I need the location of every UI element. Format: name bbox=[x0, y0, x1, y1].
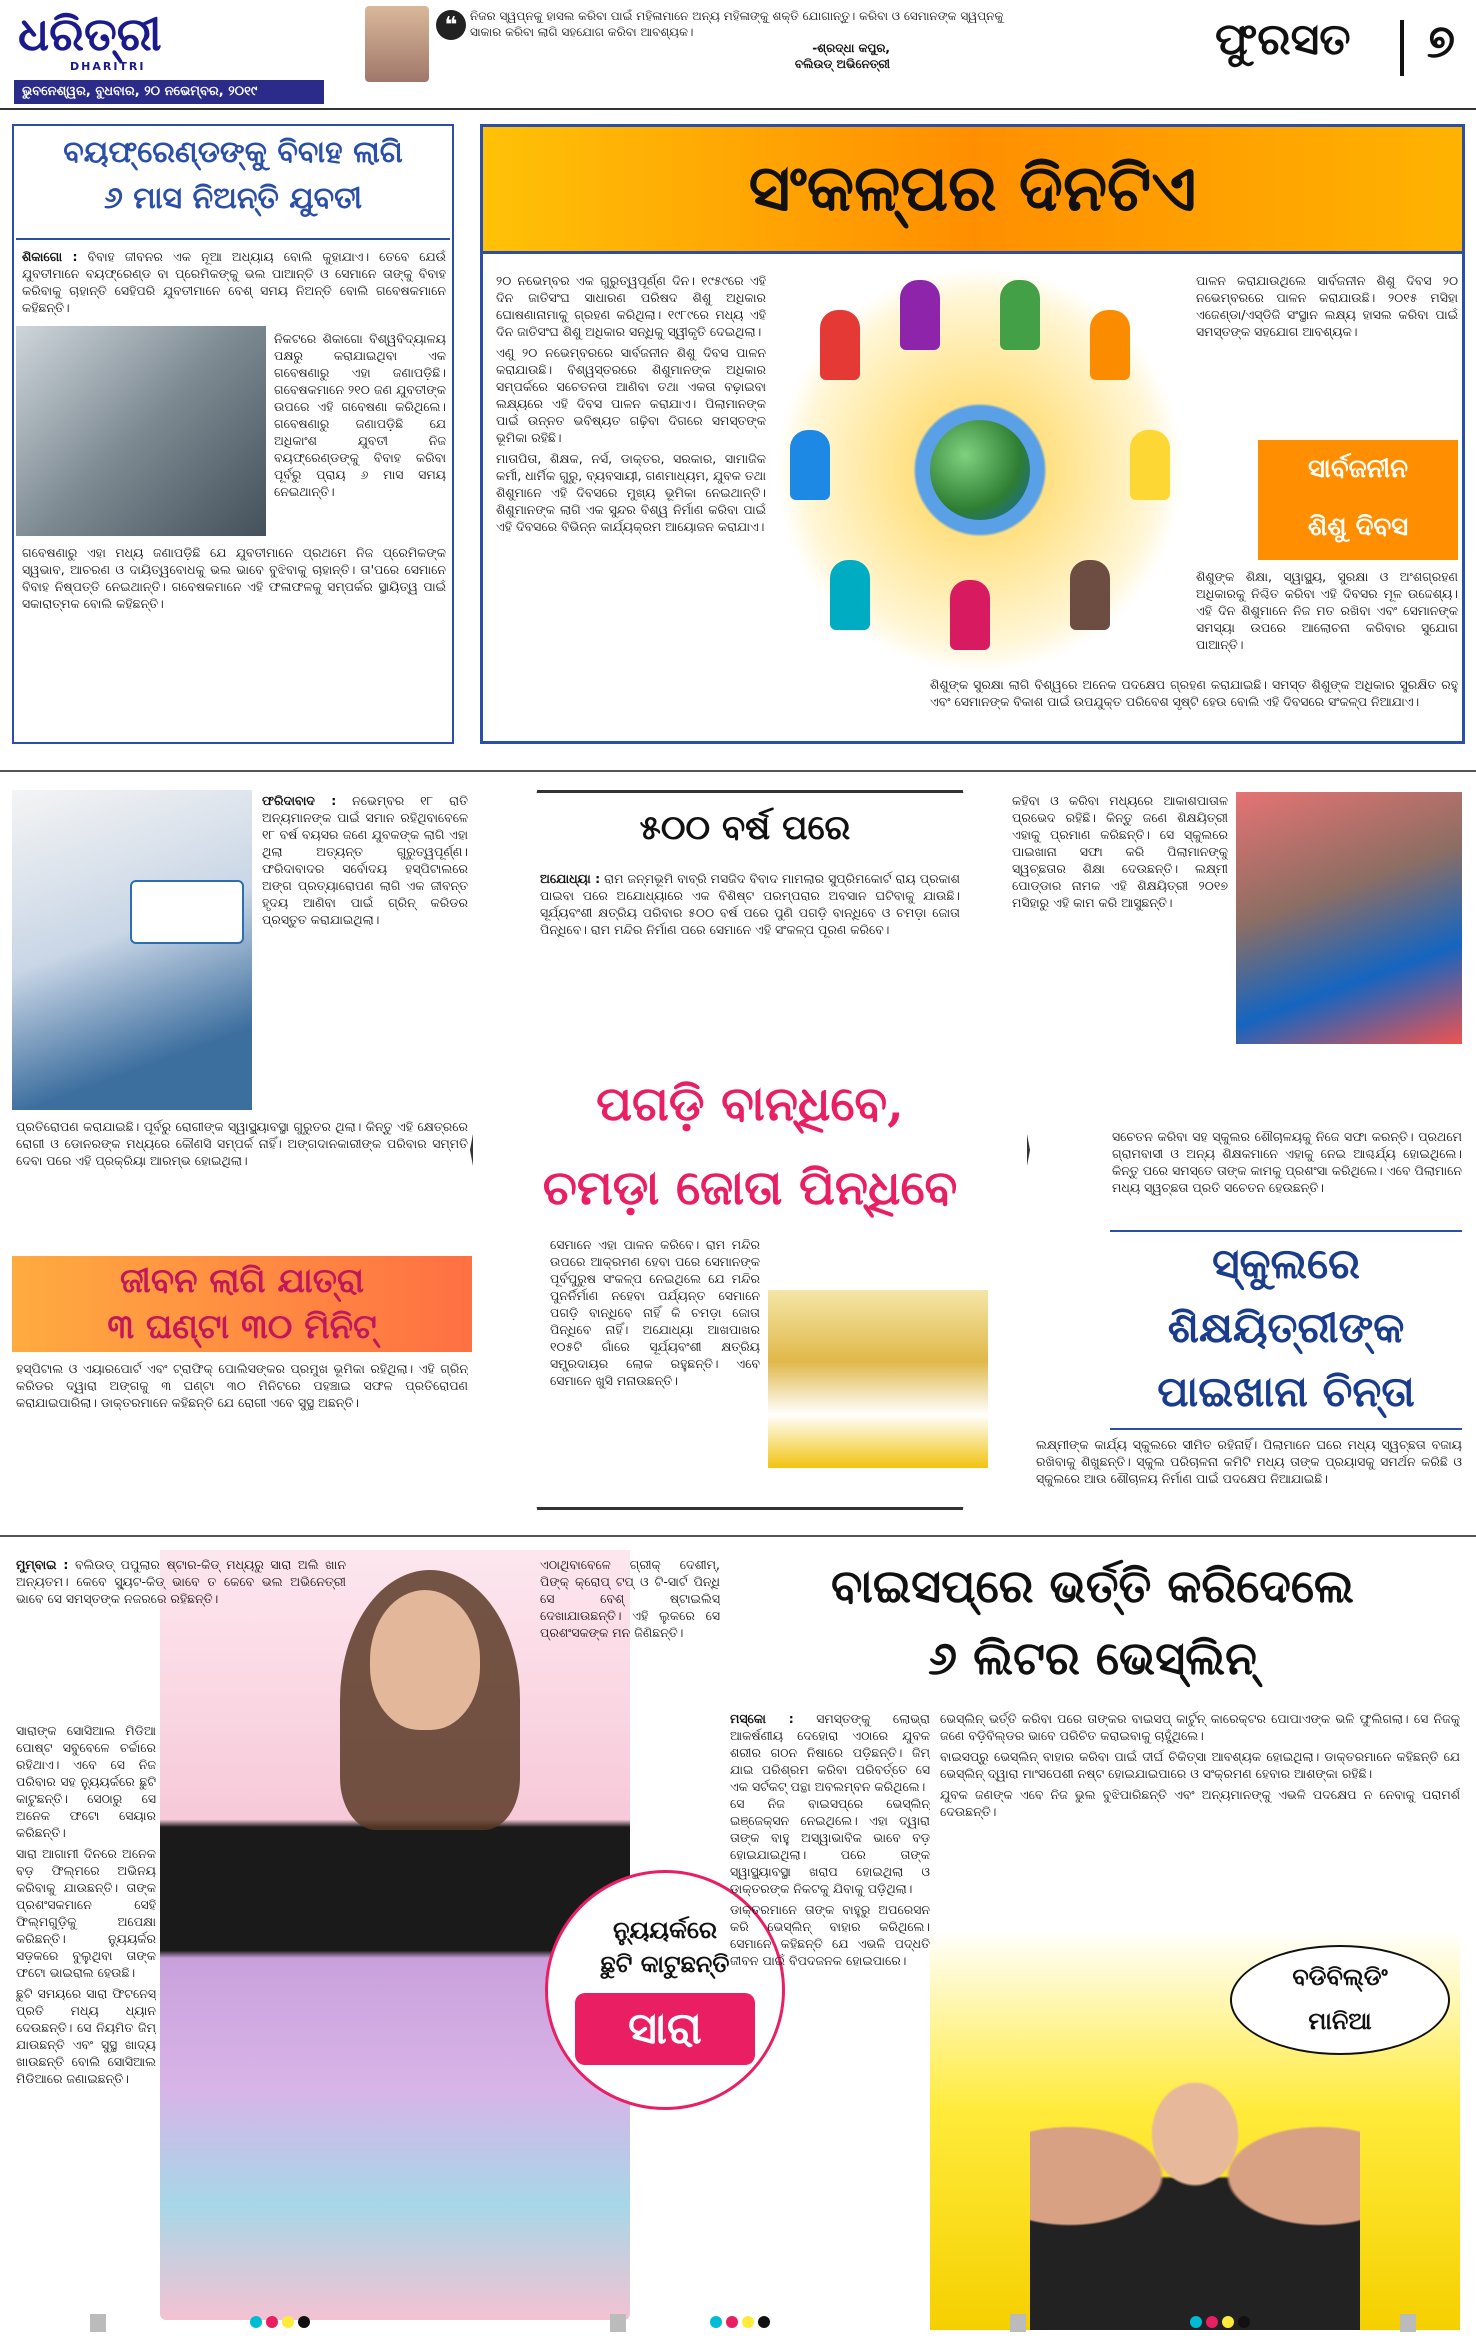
story-6-badge-line-1: ନ୍ୟୁୟର୍କରେ bbox=[612, 1915, 718, 1944]
story-5-para-2: ସଚେତନ କରିବା ସହ ସ୍କୁଲର ଶୌଚାଳୟକୁ ନିଜେ ସଫା କରନ୍ତି। ପ୍ରଥମେ ଗ୍ରାମବାସୀ ଓ ଅନ୍ୟ ଶିକ୍ଷକମାନେ ଏହାକୁ ନେଇ ଆଶ୍ଚର୍ଯ୍ୟ ହୋଇଥିଲେ। କିନ୍ତୁ ପରେ ସମସ୍ତେ ତାଙ୍କ କାମକୁ ପ୍ରଶଂସା କରିଥିଲେ। ଏବେ ପିଲାମାନେ ମଧ୍ୟ ସ୍ୱଚ୍ଛତା ପ୍ରତି ସଚେତନ ହେଉଛନ୍ତି। bbox=[1112, 1129, 1462, 1195]
quote-author: -ଶ୍ରଦ୍ଧା କପୁର, bbox=[812, 41, 890, 55]
story-5-para-1: କହିବା ଓ କରିବା ମଧ୍ୟରେ ଆକାଶପାତାଳ ପ୍ରଭେଦ ରହିଛି। କିନ୍ତୁ ଜଣେ ଶିକ୍ଷୟିତ୍ରୀ ଏହାକୁ ପ୍ରମାଣ କରିଛନ୍ତି। ସେ ସ୍କୁଲରେ ପାଇଖାନା ସଫା କରି ପିଲାମାନଙ୍କୁ ସ୍ୱଚ୍ଛତାର ଶିକ୍ଷା ଦେଉଛନ୍ତି। ଲକ୍ଷ୍ମୀ ପୋଡ୍ଡାର ନାମକ ଏହି ଶିକ୍ଷୟିତ୍ରୀ ୨୦୧୭ ମସିହାରୁ ଏହି କାମ କରି ଆସୁଛନ୍ତି। bbox=[1012, 793, 1228, 910]
quote-body: ନିଜର ସ୍ୱପ୍ନକୁ ହାସଲ କରିବା ପାଇଁ ମହିଳାମାନେ ଅନ୍ୟ ମହିଳାଙ୍କୁ ଶକ୍ତି ଯୋଗାନ୍ତୁ। କରିବା ଓ ସେମାନଙ୍କ ସ୍ୱପ୍ନକୁ ସାକାର କରିବା ଲାଗି ସହଯୋଗ କରିବା ଆବଶ୍ୟକ। bbox=[470, 9, 1004, 39]
story-5-photo bbox=[1236, 792, 1462, 1044]
story-6-para-2: ସାରାଙ୍କ ସୋସିଆଲ ମିଡିଆ ପୋଷ୍ଟ ସବୁବେଳେ ଚର୍ଚ୍ଚାରେ ରହିଥାଏ। ଏବେ ସେ ନିଜ ପରିବାର ସହ ନ୍ୟୁୟର୍କରେ ଛୁଟି କାଟୁଛନ୍ତି। ସେଠାରୁ ସେ ଅନେକ ଫଟୋ ସେୟାର କରିଛନ୍ତି। bbox=[16, 1723, 156, 1840]
story-4-headline-line-1: ପଗଡ଼ି ବାନ୍ଧିବେ, bbox=[596, 1076, 904, 1132]
story-2-col-1-para-3: ମାତାପିତା, ଶିକ୍ଷକ, ନର୍ସ, ଡାକ୍ତର, ସରକାର, ସାମାଜିକ କର୍ମୀ, ଧାର୍ମିକ ଗୁରୁ, ବ୍ୟବସାୟୀ, ଗଣମାଧ୍ୟମ, ଯୁବକ ତଥା ଶିଶୁମାନେ ଏହି ଦିବସରେ ମୁଖ୍ୟ ଭୂମିକା ନେଇଥାନ୍ତି। ଶିଶୁମାନଙ୍କ ଲାଗି ଏକ ସୁନ୍ଦର ବିଶ୍ୱ ନିର୍ମାଣ କରିବା ପାଇଁ ଏହି ଦିବସରେ ବିଭିନ୍ନ କାର୍ଯ୍ୟକ୍ରମ ଆୟୋଜନ କରାଯାଏ। bbox=[496, 451, 766, 534]
story-6-badge-line-2: ଛୁଟି କାଟୁଛନ୍ତି bbox=[600, 1949, 730, 1978]
logo-subtext: DHARITRI bbox=[70, 60, 146, 73]
story-7-col-2 bbox=[940, 1710, 1460, 1924]
quote-mark-icon: ❝ bbox=[436, 10, 466, 40]
story-5-para-3: ଲକ୍ଷ୍ମୀଙ୍କ କାର୍ଯ୍ୟ ସ୍କୁଲରେ ସୀମିତ ରହିନାହିଁ। ପିଲାମାନେ ଘରେ ମଧ୍ୟ ସ୍ୱଚ୍ଛତା ବଜାୟ ରଖିବାକୁ ଶିଖୁଛନ୍ତି। ସ୍କୁଲ ପରିଚାଳନା କମିଟି ମଧ୍ୟ ତାଙ୍କ ପ୍ରୟାସକୁ ସମର୍ଥନ କରିଛି ଓ ସ୍କୁଲରେ ଆଉ ଶୌଚାଳୟ ନିର୍ମାଣ ପାଇଁ ପଦକ୍ଷେପ ନିଆଯାଇଛି। bbox=[1036, 1437, 1462, 1486]
child-figure bbox=[1090, 310, 1130, 380]
story-1-photo bbox=[16, 326, 266, 536]
story-2-col-2-para-2: ଶିଶୁଙ୍କ ଶିକ୍ଷା, ସ୍ୱାସ୍ଥ୍ୟ, ସୁରକ୍ଷା ଓ ଅଂଶଗ୍ରହଣ ଅଧିକାରକୁ ନିଶ୍ଚିତ କରିବା ଏହି ଦିବସର ମୂଳ ଉଦ୍ଦେଶ୍ୟ। ଏହି ଦିନ ଶିଶୁମାନେ ନିଜ ମତ ରଖିବା ଏବଂ ସେମାନଙ୍କ ସମସ୍ୟା ଉପରେ ଆଲୋଚନା କରିବାର ସୁଯୋଗ ପାଆନ୍ତି। bbox=[1196, 569, 1458, 652]
story-2-headline: ସଂକଳ୍ପର ଦିନଟିଏ bbox=[748, 151, 1197, 226]
quote-portrait bbox=[365, 6, 429, 82]
story-7-tag bbox=[1230, 1945, 1450, 2055]
story-7-col-1-para-2: ସେ ନିଜ ବାଇସପ୍‌ରେ ଭେସ୍‌ଲିନ୍ ଇଞ୍ଜେକ୍ସନ ନେଇଥିଲେ। ଏହା ଦ୍ୱାରା ତାଙ୍କ ବାହୁ ଅସ୍ୱାଭାବିକ ଭାବେ ବଡ଼ ହୋଇଯାଇଥିଲା। ପରେ ତାଙ୍କ ସ୍ୱାସ୍ଥ୍ୟାବସ୍ଥା ଖରାପ ହୋଇଥିଲା ଓ ଡାକ୍ତରଙ୍କ ନିକଟକୁ ଯିବାକୁ ପଡ଼ିଥିଲା। bbox=[730, 1796, 930, 1896]
story-6-para-1: ବଲିଉଡ୍ ପପୁଲାର ଷ୍ଟାର-କିଡ୍ ମଧ୍ୟରୁ ସାରା ଅଲି ଖାନ ଅନ୍ୟତମ। କେବେ ସ୍ୟୁଟ-କିଡ୍ ଭାବେ ତ କେବେ ଭଲ ଅଭିନେତ୍ରୀ ଭାବେ ସେ ସମସ୍ତଙ୍କ ନଜରରେ ରହିଛନ୍ତି। bbox=[16, 1557, 346, 1606]
story-7-headline-line-1: ବାଇସପ୍‌ରେ ଭର୍ତ୍ତି କରିଦେଲେ bbox=[831, 1559, 1354, 1613]
child-figure bbox=[1070, 560, 1110, 630]
registration-dot bbox=[726, 2316, 738, 2328]
story-2-headline-banner bbox=[480, 124, 1465, 254]
story-3-dateline: ଫରିଦାବାଦ : bbox=[262, 793, 337, 808]
registration-mark bbox=[610, 2314, 626, 2332]
story-7-col-1 bbox=[730, 1710, 930, 2322]
story-1-dateline: ଶିକାଗୋ : bbox=[22, 249, 78, 264]
children-globe-illustration bbox=[770, 270, 1190, 670]
story-6-intro bbox=[16, 1556, 346, 1716]
story-4-subhead: ୫୦୦ ବର୍ଷ ପରେ bbox=[639, 808, 851, 848]
story-1-headline-line-2: ୬ ମାସ ନିଅନ୍ତି ଯୁବତୀ bbox=[103, 181, 363, 216]
dateline: ଭୁବନେଶ୍ୱର, ବୁଧବାର, ୨୦ ନଭେମ୍ବର, ୨୦୧୯ bbox=[14, 80, 324, 104]
story-5-body-top bbox=[1012, 792, 1228, 1122]
story-2-col-2-top bbox=[1196, 272, 1458, 432]
story-4-para-1: ରାମ ଜନ୍ମଭୂମି ବାବ୍ରି ମସଜିଦ ବିବାଦ ମାମଲାର ସୁପ୍ରିମକୋର୍ଟ ରାୟ ପ୍ରକାଶ ପାଇବା ପରେ ଅଯୋଧ୍ୟାରେ ଏକ ବିଶିଷ୍ଟ ପରମ୍ପରାର ଅବସାନ ଘଟିବାକୁ ଯାଉଛି। ସୂର୍ଯ୍ୟବଂଶୀ କ୍ଷତ୍ରିୟ ପରିବାର ୫୦୦ ବର୍ଷ ପରେ ପୁଣି ପଗଡ଼ି ବାନ୍ଧିବେ ଓ ଚମଡ଼ା ଜୋତା ପିନ୍ଧିବେ। ରାମ ମନ୍ଦିର ନିର୍ମାଣ ପରେ ସେମାନେ ଏହି ସଂକଳ୍ପ ପୂରଣ କରିବେ। bbox=[540, 871, 960, 937]
masthead-rule bbox=[0, 108, 1476, 110]
story-2-col-1 bbox=[496, 272, 766, 732]
story-2-badge-line-2: ଶିଶୁ ଦିବସ bbox=[1307, 512, 1409, 542]
registration-dot bbox=[1190, 2316, 1202, 2328]
story-1-para-2: ନିକଟରେ ଶିକାଗୋ ବିଶ୍ୱବିଦ୍ୟାଳୟ ପକ୍ଷରୁ କରାଯାଇଥିବା ଏକ ଗବେଷଣାରୁ ଏହା ଜଣାପଡ଼ିଛି। ଗବେଷକମାନେ ୨୧୦ ଜଣ ଯୁବତୀଙ୍କ ଉପରେ ଏହି ଗବେଷଣା କରିଥିଲେ। ଗବେଷଣାରୁ ଜଣାପଡ଼ିଛି ଯେ ଅଧିକାଂଶ ଯୁବତୀ ନିଜ ବୟଫ୍ରେଣ୍ଡଙ୍କୁ ବିବାହ କରିବା ପୂର୍ବରୁ ପ୍ରାୟ ୬ ମାସ ସମୟ ନେଇଥାନ୍ତି। bbox=[274, 331, 446, 499]
bodybuilder-figure bbox=[1030, 2050, 1360, 2330]
story-2-col-2-para-3: ଶିଶୁଙ୍କ ସୁରକ୍ଷା ଲାଗି ବିଶ୍ୱରେ ଅନେକ ପଦକ୍ଷେପ ଗ୍ରହଣ କରାଯାଇଛି। ସମସ୍ତ ଶିଶୁଙ୍କ ଅଧିକାର ସୁରକ୍ଷିତ ରହୁ ଏବଂ ସେମାନଙ୍କ ବିକାଶ ପାଇଁ ଉପଯୁକ୍ତ ପରିବେଶ ସୃଷ୍ଟି ହେଉ ବୋଲି ଏହି ଦିବସରେ ସଂକଳ୍ପ ନିଆଯାଏ। bbox=[930, 677, 1458, 709]
quote-role: ବଲିଉଡ୍ ଅଭିନେତ୍ରୀ bbox=[794, 57, 890, 71]
story-3-badge-line-2: ୩ ଘଣ୍ଟା ୩୦ ମିନିଟ୍ bbox=[107, 1307, 377, 1347]
section-rule bbox=[0, 1535, 1476, 1537]
story-4-body-top bbox=[540, 870, 960, 1056]
registration-mark bbox=[90, 2314, 106, 2332]
masthead-logo bbox=[18, 8, 228, 78]
story-6-para-4: ଛୁଟି ସମୟରେ ସାରା ଫିଟନେସ୍ ପ୍ରତି ମଧ୍ୟ ଧ୍ୟାନ ଦେଉଛନ୍ତି। ସେ ନିୟମିତ ଜିମ୍ ଯାଉଛନ୍ତି ଏବଂ ସୁସ୍ଥ ଖାଦ୍ୟ ଖାଉଛନ୍ତି ବୋଲି ସୋସିଆଲ ମିଡିଆରେ ଜଣାଇଛନ୍ତି। bbox=[16, 1986, 156, 2086]
section-divider bbox=[1400, 20, 1404, 76]
story-6-para-3: ସାରା ଆଗାମୀ ଦିନରେ ଅନେକ ବଡ଼ ଫିଲ୍ମରେ ଅଭିନୟ କରିବାକୁ ଯାଉଛନ୍ତି। ତାଙ୍କ ପ୍ରଶଂସକମାନେ ସେହି ଫିଲ୍ମଗୁଡ଼ିକୁ ଅପେକ୍ଷା କରିଛନ୍ତି। ନ୍ୟୁୟର୍କର ସଡ଼କରେ ବୁଲୁଥିବା ତାଙ୍କ ଫଟୋ ଭାଇରାଲ ହେଉଛି। bbox=[16, 1846, 156, 1980]
story-1-para-1: ବିବାହ ଜୀବନର ଏକ ନୂଆ ଅଧ୍ୟାୟ ବୋଲି କୁହାଯାଏ। ତେବେ ଯେଉଁ ଯୁବତୀମାନେ ବୟଫ୍ରେଣ୍ଡ ବା ପ୍ରେମିକଙ୍କୁ ଭଲ ପାଆନ୍ତି ଓ ସେମାନେ ତାଙ୍କୁ ବିବାହ କରିବାକୁ ଚାହାନ୍ତି ସେହିପରି ଯୁବତୀମାନେ ବେଶ୍ ସମୟ ନିଅନ୍ତି ବୋଲି ଗବେଷକମାନେ କହିଛନ୍ତି। bbox=[22, 249, 446, 315]
story-4-body-bottom bbox=[550, 1236, 760, 1494]
page-number: ୭ bbox=[1426, 14, 1455, 68]
story-6-col-2 bbox=[540, 1556, 720, 1716]
registration-dot bbox=[710, 2316, 722, 2328]
story-4-headline bbox=[490, 1062, 1010, 1230]
story-5-headline-line-3: ପାଇଖାନା ଚିନ୍ତା bbox=[1157, 1367, 1415, 1416]
child-figure bbox=[950, 580, 990, 650]
story-3-para-3: ହସ୍‌ପିଟାଲ ଓ ଏୟାରପୋର୍ଟ ଏବଂ ଟ୍ରାଫିକ୍ ପୋଲିସଙ୍କର ପ୍ରମୁଖ ଭୂମିକା ରହିଥିଲା। ଏହି ଗ୍ରିନ୍ କରିଡର ଦ୍ୱାରା ଅଙ୍ଗକୁ ୩ ଘଣ୍ଟା ୩୦ ମିନିଟରେ ପହଞ୍ଚାଇ ସଫଳ ପ୍ରତିରୋପଣ କରାଯାଇପାରିଲା। ଡାକ୍ତରମାନେ କହିଛନ୍ତି ଯେ ରୋଗୀ ଏବେ ସୁସ୍ଥ ଅଛନ୍ତି। bbox=[16, 1361, 468, 1410]
story-1-headline-line-1: ବୟଫ୍ରେଣ୍ଡଙ୍କୁ ବିବାହ ଲାଗି bbox=[63, 135, 403, 170]
registration-dot bbox=[742, 2316, 754, 2328]
masthead-quote bbox=[470, 8, 1010, 88]
story-7-tag-line-2: ମାନିଆ bbox=[1308, 2006, 1372, 2035]
section-header bbox=[1215, 14, 1465, 84]
section-rule bbox=[0, 770, 1476, 772]
child-figure bbox=[820, 310, 860, 380]
story-4-dateline: ଅଯୋଧ୍ୟା : bbox=[540, 871, 601, 886]
registration-dot bbox=[250, 2316, 262, 2328]
story-1-intro bbox=[22, 248, 446, 324]
story-2-col-1-para-2: ଏଣୁ ୨୦ ନଭେମ୍ବରରେ ସାର୍ବଜନୀନ ଶିଶୁ ଦିବସ ପାଳନ କରାଯାଉଛି। ବିଶ୍ୱସ୍ତରରେ ଶିଶୁମାନଙ୍କ ଅଧିକାର ସମ୍ପର୍କରେ ସଚେତନତା ଆଣିବା ତଥା ଏକତା ବଢ଼ାଇବା ଲକ୍ଷ୍ୟରେ ଏହି ଦିବସ ପାଳନ କରାଯାଏ। ପିଲାମାନଙ୍କ ପାଇଁ ଉନ୍ନତ ଭବିଷ୍ୟତ ଗଢ଼ିବା ଦିଗରେ ସମସ୍ତଙ୍କ ଭୂମିକା ରହିଛି। bbox=[496, 345, 766, 445]
registration-dot bbox=[266, 2316, 278, 2328]
story-3-col-mid bbox=[16, 1118, 468, 1250]
story-7-col-2-para-2: ବାଇସପ୍‌ରୁ ଭେସ୍‌ଲିନ୍ ବାହାର କରିବା ପାଇଁ ଦୀର୍ଘ ଚିକିତ୍ସା ଆବଶ୍ୟକ ହୋଇଥିଲା। ଡାକ୍ତରମାନେ କହିଛନ୍ତି ଯେ ଭେସ୍‌ଲିନ୍ ଦ୍ୱାରା ମାଂସପେଶୀ ନଷ୍ଟ ହୋଇଯାଇପାରେ ଓ ସଂକ୍ରମଣ ହେବାର ଆଶଙ୍କା ରହିଛି। bbox=[940, 1749, 1460, 1781]
story-2-badge-line-1: ସାର୍ବଜନୀନ bbox=[1307, 454, 1409, 484]
story-5-body-bottom bbox=[1036, 1436, 1462, 1522]
story-2-col-2-mid bbox=[1196, 568, 1458, 668]
story-3-col-bottom bbox=[16, 1360, 468, 1520]
story-3-para-2: ପ୍ରତିରୋପଣ କରାଯାଇଛି। ପୂର୍ବରୁ ରୋଗୀଙ୍କ ସ୍ୱାସ୍ଥ୍ୟାବସ୍ଥା ଗୁରୁତର ଥିଲା। କିନ୍ତୁ ଏହି କ୍ଷେତ୍ରରେ ରୋଗୀ ଓ ଡୋନରଙ୍କ ମଧ୍ୟରେ କୌଣସି ସମ୍ପର୍କ ନାହିଁ। ଅଙ୍ଗଦାନକାରୀଙ୍କ ପରିବାର ସମ୍ମତି ଦେବା ପରେ ଏହି ପ୍ରକ୍ରିୟା ଆରମ୍ଭ ହୋଇଥିଲା। bbox=[16, 1119, 468, 1168]
story-3-para-1: ନଭେମ୍ବର ୧୮ ରାତି ଅନ୍ୟମାନଙ୍କ ପାଇଁ ସମାନ ରହିଥିବାବେଳେ ୧୮ ବର୍ଷ ବୟସର ଜଣେ ଯୁବକଙ୍କ ଲାଗି ଏହା ଥିଲା ଅତ୍ୟନ୍ତ ଗୁରୁତ୍ୱପୂର୍ଣ୍ଣ। ଫରିଦାବାଦର ସର୍ବୋଦୟ ହସ୍‌ପିଟାଲରେ ଅଙ୍ଗ ପ୍ରତ୍ୟାରୋପଣ ଲାଗି ଏକ ଜୀବନ୍ତ ହୃଦୟ ଆଣିବା ପାଇଁ ଗ୍ରିନ୍ କରିଡର ପ୍ରସ୍ତୁତ କରାଯାଇଥିଲା। bbox=[262, 793, 468, 927]
story-7-tag-line-1: ବଡିବିଲ୍ଡିଂ bbox=[1292, 1962, 1388, 1991]
story-1-side-text bbox=[274, 330, 446, 540]
registration-mark bbox=[1010, 2314, 1026, 2332]
story-6-body bbox=[16, 1722, 156, 2322]
story-7-headline-line-2: ୬ ଲିଟର ଭେସ୍‌ଲିନ୍ bbox=[928, 1631, 1257, 1685]
story-1-body bbox=[22, 544, 446, 736]
story-3-col-top bbox=[262, 792, 468, 1112]
story-4-para-2: ସେମାନେ ଏହା ପାଳନ କରିବେ। ରାମ ମନ୍ଦିର ଉପରେ ଆକ୍ରମଣ ହେବା ପରେ ସେମାନଙ୍କ ପୂର୍ବପୁରୁଷ ସଂକଳ୍ପ ନେଇଥିଲେ ଯେ ମନ୍ଦିର ପୁନର୍ନିର୍ମାଣ ନହେବା ପର୍ଯ୍ୟନ୍ତ ସେମାନେ ପଗଡ଼ି ବାନ୍ଧିବେ ନାହିଁ କି ଚମଡ଼ା ଜୋତା ପିନ୍ଧିବେ ନାହିଁ। ଅଯୋଧ୍ୟା ଆଖପାଖର ୧୦୫ଟି ଗାଁରେ ସୂର୍ଯ୍ୟବଂଶୀ କ୍ଷତ୍ରିୟ ସମ୍ପ୍ରଦାୟର ଲୋକ ରହୁଛନ୍ତି। ଏବେ ସେମାନେ ଖୁସି ମନାଉଛନ୍ତି। bbox=[550, 1237, 760, 1388]
face-shape bbox=[370, 1590, 480, 1730]
story-5-body-mid bbox=[1112, 1128, 1462, 1228]
story-7-dateline: ମସ୍କୋ : bbox=[730, 1711, 794, 1726]
story-5-headline-line-2: ଶିକ୍ଷୟିତ୍ରୀଙ୍କ bbox=[1167, 1303, 1405, 1352]
registration-mark bbox=[1400, 2314, 1416, 2332]
registration-dot bbox=[1222, 2316, 1234, 2328]
story-7-headline bbox=[720, 1550, 1465, 1700]
story-3-badge bbox=[12, 1256, 472, 1352]
globe-icon bbox=[930, 420, 1030, 520]
story-7-col-2-para-3: ଯୁବକ ଜଣଙ୍କ ଏବେ ନିଜ ଭୁଲ ବୁଝିପାରିଛନ୍ତି ଏବଂ ଅନ୍ୟମାନଙ୍କୁ ଏଭଳି ପଦକ୍ଷେପ ନ ନେବାକୁ ପରାମର୍ଶ ଦେଉଛନ୍ତି। bbox=[940, 1787, 1460, 1819]
logo-text: ଧରିତ୍ରୀ bbox=[18, 7, 162, 61]
story-2-col-1-para-1: ୨୦ ନଭେମ୍ବର ଏକ ଗୁରୁତ୍ୱପୂର୍ଣ୍ଣ ଦିନ। ୧୯୫୯ରେ ଏହି ଦିନ ଜାତିସଂଘ ସାଧାରଣ ପରିଷଦ ଶିଶୁ ଅଧିକାର ଘୋଷଣାନାମାକୁ ଗ୍ରହଣ କରିଥିଲା। ୧୯୮୯ରେ ମଧ୍ୟ ଏହି ଦିନ ଜାତିସଂଘ ଶିଶୁ ଅଧିକାର ସନ୍ଧିକୁ ସ୍ୱୀକୃତି ଦେଇଥିଲା। bbox=[496, 273, 766, 339]
story-4-headline-line-2: ଚମଡ଼ା ଜୋତା ପିନ୍ଧିବେ bbox=[542, 1160, 958, 1216]
story-3-badge-line-1: ଜୀବନ ଲାଗି ଯାତ୍ରା bbox=[120, 1261, 364, 1301]
child-figure bbox=[1000, 280, 1040, 350]
child-figure bbox=[900, 280, 940, 350]
story-1-headline bbox=[16, 130, 450, 240]
section-name: ଫୁରସତ bbox=[1215, 14, 1351, 65]
story-4-photo bbox=[768, 1290, 988, 1468]
story-6-badge-name: ସାରା bbox=[575, 1993, 755, 2065]
story-6-dateline: ମୁମ୍ବାଇ : bbox=[16, 1557, 69, 1572]
story-2-badge bbox=[1258, 440, 1458, 560]
child-figure bbox=[1130, 430, 1170, 500]
ambulance-van bbox=[130, 880, 244, 944]
story-3-photo bbox=[12, 790, 252, 1110]
story-7-col-1-para-3: ଡାକ୍ତରମାନେ ତାଙ୍କ ବାହୁରୁ ଅପରେସନ କରି ଭେସ୍‌ଲିନ୍ ବାହାର କରିଥିଲେ। ସେମାନେ କହିଛନ୍ତି ଯେ ଏଭଳି ପଦ୍ଧତି ଜୀବନ ପାଇଁ ବିପଦଜନକ ହୋଇପାରେ। bbox=[730, 1902, 930, 1968]
registration-dot bbox=[1238, 2316, 1250, 2328]
story-5-headline bbox=[1110, 1230, 1462, 1430]
registration-dot bbox=[282, 2316, 294, 2328]
registration-dot bbox=[1206, 2316, 1218, 2328]
story-7-col-2-para-1: ଭେସ୍‌ଲିନ୍ ଭର୍ତ୍ତି କରିବା ପରେ ତାଙ୍କର ବାଇସପ୍ କାର୍ଟୁନ୍ କାରେକ୍ଟର ପୋପାଏଙ୍କ ଭଳି ଫୁଲିଗଲା। ସେ ନିଜକୁ ଜଣେ ବଡ଼ିବିଲ୍ଡର ଭାବେ ପରିଚିତ କରାଇବାକୁ ଚାହୁଁଥିଲେ। bbox=[940, 1711, 1460, 1743]
registration-dot bbox=[758, 2316, 770, 2328]
story-2-col-2-bottom bbox=[930, 676, 1458, 736]
child-figure bbox=[790, 430, 830, 500]
registration-dot bbox=[298, 2316, 310, 2328]
story-2-col-2-para-1: ପାଳନ କରାଯାଉଥିଲେ ସାର୍ବଜନୀନ ଶିଶୁ ଦିବସ ୨୦ ନଭେମ୍ବରରେ ପାଳନ କରାଯାଉଛି। ୨୦୧୫ ମସିହା ଏଜେଣ୍ଡା/ଏସ୍‌ଡିଜି ସଂସ୍ଥାନ ଲକ୍ଷ୍ୟ ହାସଲ କରିବା ପାଇଁ ସମସ୍ତଙ୍କ ସହଯୋଗ ଆବଶ୍ୟକ। bbox=[1196, 273, 1458, 339]
story-5-headline-line-1: ସ୍କୁଲରେ bbox=[1212, 1239, 1360, 1288]
child-figure bbox=[830, 560, 870, 630]
story-7-col-1-para-1: ସମସ୍ତଙ୍କୁ ଲୋଭ୍ରା ଆକର୍ଷଣୀୟ ଦେହୋରା ଏଠାରେ ଯୁବକ ଶରୀର ଗଠନ ନିଷାରେ ପଡ଼ିଛନ୍ତି। ଜିମ୍ ଯାଇ ପରିଶ୍ରମ କରିବା ପରିବର୍ତ୍ତେ ସେ ଏକ ସର୍ଟକଟ୍ ପନ୍ଥା ଅବଲମ୍ବନ କରିଥିଲେ। bbox=[730, 1711, 930, 1794]
story-1-para-3: ଗବେଷଣାରୁ ଏହା ମଧ୍ୟ ଜଣାପଡ଼ିଛି ଯେ ଯୁବତୀମାନେ ପ୍ରଥମେ ନିଜ ପ୍ରେମିକଙ୍କ ସ୍ୱଭାବ, ଆଚରଣ ଓ ଦାୟିତ୍ୱବୋଧକୁ ଭଲ ଭାବେ ବୁଝିବାକୁ ଚାହାନ୍ତି। ତା'ପରେ ସେମାନେ ବିବାହ ନିଷ୍ପତ୍ତି ନେଇଥାନ୍ତି। ଗବେଷକମାନେ ଏହି ଫଳାଫଳକୁ ସମ୍ପର୍କର ସ୍ଥାୟିତ୍ୱ ପାଇଁ ସକାରାତ୍ମକ ବୋଲି କହିଛନ୍ତି। bbox=[22, 545, 446, 611]
story-6-col-2-para: ଏଠାଥିବାବେଳେ ଗ୍ରୀକ୍ ଦେଶୀମ୍, ପିଙ୍କ୍ କ୍ରୋପ୍ ଟପ୍ ଓ ଟି-ସାର୍ଟ ପିନ୍ଧି ସେ ବେଶ୍ ଷ୍ଟାଇଲିସ୍ ଦେଖାଯାଉଛନ୍ତି। ଏହି ଲୁକରେ ସେ ପ୍ରଶଂସକଙ୍କ ମନ ଜିଣିଛନ୍ତି। bbox=[540, 1557, 720, 1640]
